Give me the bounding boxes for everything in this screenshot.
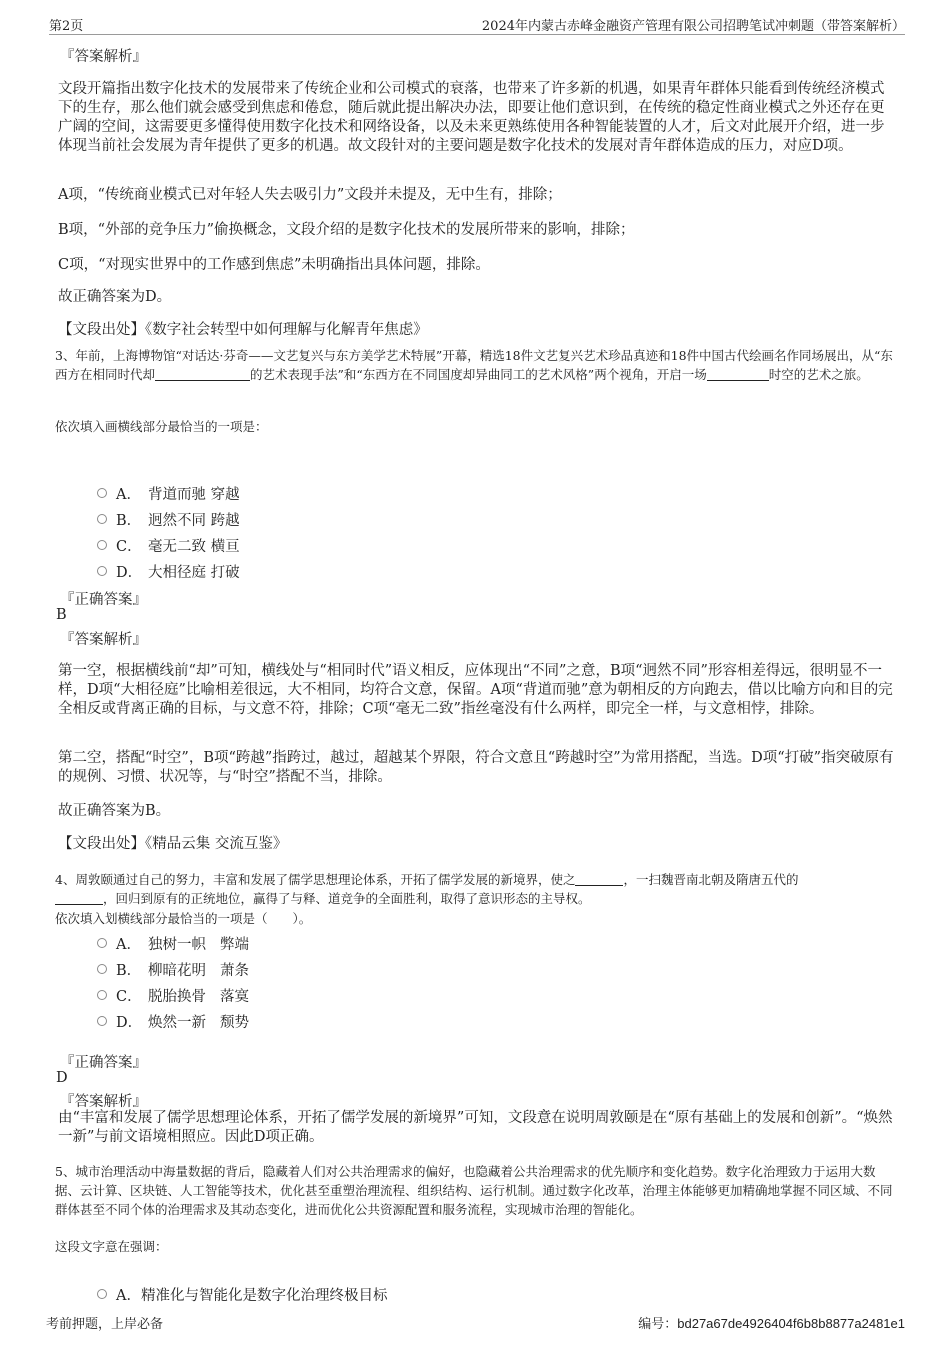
q3-option-b[interactable]: B． 迥然不同 跨越: [97, 509, 240, 529]
radio-icon[interactable]: [97, 1289, 107, 1299]
q5-instruction: 这段文字意在强调：: [55, 1239, 168, 1254]
q5-option-a[interactable]: A．精准化与智能化是数字化治理终极目标: [97, 1284, 387, 1304]
q2-analysis-para: 文段开篇指出数字化技术的发展带来了传统企业和公司模式的衰落，也带来了许多新的机遇，如果青年群体只能看到传统经济模式下的生存，那么他们就会感受到焦虑和倦怠，随后就此提出解决办法，即要让他们意识到，在传统的稳定性商业模式之外还存在更广阔的空间，这需要更多懂得使用数字化技术和网络设备，以及未来更熟练使用各种智能装置的人才，后文对此展开介绍，进一步体现当前社会发展为青年提供了更多的机遇。故文段针对的主要问题是数字化技术的发展对青年群体造成的压力，对应D项。: [58, 81, 885, 154]
page-footer: [46, 1313, 905, 1333]
q2-option-b-analysis: B项，“外部的竞争压力”偷换概念，文段介绍的是数字化技术的发展所带来的影响，排除；: [58, 222, 635, 238]
q2-option-c-analysis: C项，“对现实世界中的工作感到焦虑”未明确指出具体问题，排除。: [58, 257, 490, 273]
document-title: 2024年内蒙古赤峰金融资产管理有限公司招聘笔试冲刺题（带答案解析）: [481, 19, 905, 34]
radio-icon[interactable]: [97, 566, 107, 576]
q4-answer-label: 『正确答案』: [60, 1055, 147, 1071]
q3-blank-1: [155, 368, 250, 381]
radio-icon[interactable]: [97, 514, 107, 524]
q2-option-a-analysis: A项，“传统商业模式已对年轻人失去吸引力”文段并未提及，无中生有，排除；: [58, 187, 562, 203]
q4-answer: D: [56, 1070, 68, 1086]
radio-icon[interactable]: [97, 964, 107, 974]
q3-source: 【文段出处】《精品云集 交流互鉴》: [58, 836, 288, 852]
q4-blank-2: [55, 892, 103, 905]
q3-answer: B: [56, 607, 67, 623]
q3-analysis-para-2: 第二空，搭配“时空”，B项“跨越”指跨过，越过，超越某个界限，符合文意且“跨越时空”为常用搭配，当选。D项“打破”指突破原有的规例、习惯、状况等，与“时空”搭配不当，排除。: [58, 750, 894, 785]
q4-option-d[interactable]: D． 焕然一新 颓势: [97, 1011, 249, 1031]
q5-stem: 5、城市治理活动中海量数据的背后，隐藏着人们对公共治理需求的偏好，也隐藏着公共治理需求的优先顺序和变化趋势。数字化治理致力于运用大数据、云计算、区块链、人工智能等技术，优化甚至重塑治理流程、组织结构、运行机制。通过数字化改革，治理主体能够更加精确地掌握不同区域、不同群体甚至不同个体的治理需求及其动态变化，进而优化公共资源配置和服务流程，实现城市治理的智能化。: [55, 1164, 893, 1217]
q3-option-a[interactable]: A． 背道而驰 穿越: [97, 483, 240, 503]
q3-analysis-para-1: 第一空，根据横线前“却”可知，横线处与“相同时代”语义相反，应体现出“不同”之意，B项“迥然不同”形容相差得远，很明显不一样，D项“大相径庭”比喻相差很远，大不相同，均符合文意，保留。A项“背道而驰”意为朝相反的方向跑去，借以比喻方向和目的完全相反或背离正确的目标，与文意不符，排除；C项“毫无二致”指丝毫没有什么两样，即完全一样，与文意相悖，排除。: [58, 663, 893, 717]
q2-conclusion: 故正确答案为D。: [58, 289, 172, 305]
radio-icon[interactable]: [97, 990, 107, 1000]
q2-analysis-label: 『答案解析』: [60, 49, 147, 65]
radio-icon[interactable]: [97, 938, 107, 948]
radio-icon[interactable]: [97, 540, 107, 550]
page-header: [49, 14, 905, 35]
document-serial: 编号：bd27a67de4926404f6b8b8877a2481e1: [638, 1316, 905, 1332]
q4-option-c[interactable]: C． 脱胎换骨 落寞: [97, 985, 249, 1005]
q4-instruction: 依次填入划横线部分最恰当的一项是（ ）。: [55, 911, 312, 926]
q3-analysis-label: 『答案解析』: [60, 632, 147, 648]
q2-source: 【文段出处】《数字社会转型中如何理解与化解青年焦虑》: [58, 322, 428, 338]
q3-option-d[interactable]: D． 大相径庭 打破: [97, 561, 240, 581]
q3-answer-label: 『正确答案』: [60, 592, 147, 608]
page-number: 第2页: [49, 19, 84, 34]
q4-analysis-label: 『答案解析』: [60, 1094, 147, 1110]
q4-option-b[interactable]: B． 柳暗花明 萧条: [97, 959, 249, 979]
q3-instruction: 依次填入画横线部分最恰当的一项是：: [55, 419, 268, 434]
q4-option-a[interactable]: A． 独树一帜 弊端: [97, 933, 249, 953]
footer-slogan: 考前押题，上岸必备: [46, 1317, 164, 1332]
q3-option-c[interactable]: C． 毫无二致 横亘: [97, 535, 240, 555]
radio-icon[interactable]: [97, 1016, 107, 1026]
q4-stem: 4、周敦颐通过自己的努力，丰富和发展了儒学思想理论体系，开拓了儒学发展的新境界，使之 ，一扫魏晋南北朝及隋唐五代的 ，回归到原有的正统地位，赢得了与释、道竞争的全面胜利，取得了意识形态的主导权。: [55, 872, 799, 906]
q4-blank-1: [575, 873, 623, 886]
q3-conclusion: 故正确答案为B。: [58, 803, 171, 819]
q3-blank-2: [707, 368, 769, 381]
q4-analysis: 由“丰富和发展了儒学思想理论体系，开拓了儒学发展的新境界”可知，文段意在说明周敦颐是在“原有基础上的发展和创新”。“焕然一新”与前文语境相照应。因此D项正确。: [58, 1110, 893, 1145]
q3-stem: 3、年前，上海博物馆“对话达·芬奇——文艺复兴与东方美学艺术特展”开幕，精选18件文艺复兴艺术珍品真迹和18件中国古代绘画名作同场展出，从“东西方在相同时代却 的艺术表现手法”和“东西方在不同国度却异曲同工的艺术风格”两个视角，开启一场 时空的艺术之旅。: [55, 348, 893, 382]
radio-icon[interactable]: [97, 488, 107, 498]
